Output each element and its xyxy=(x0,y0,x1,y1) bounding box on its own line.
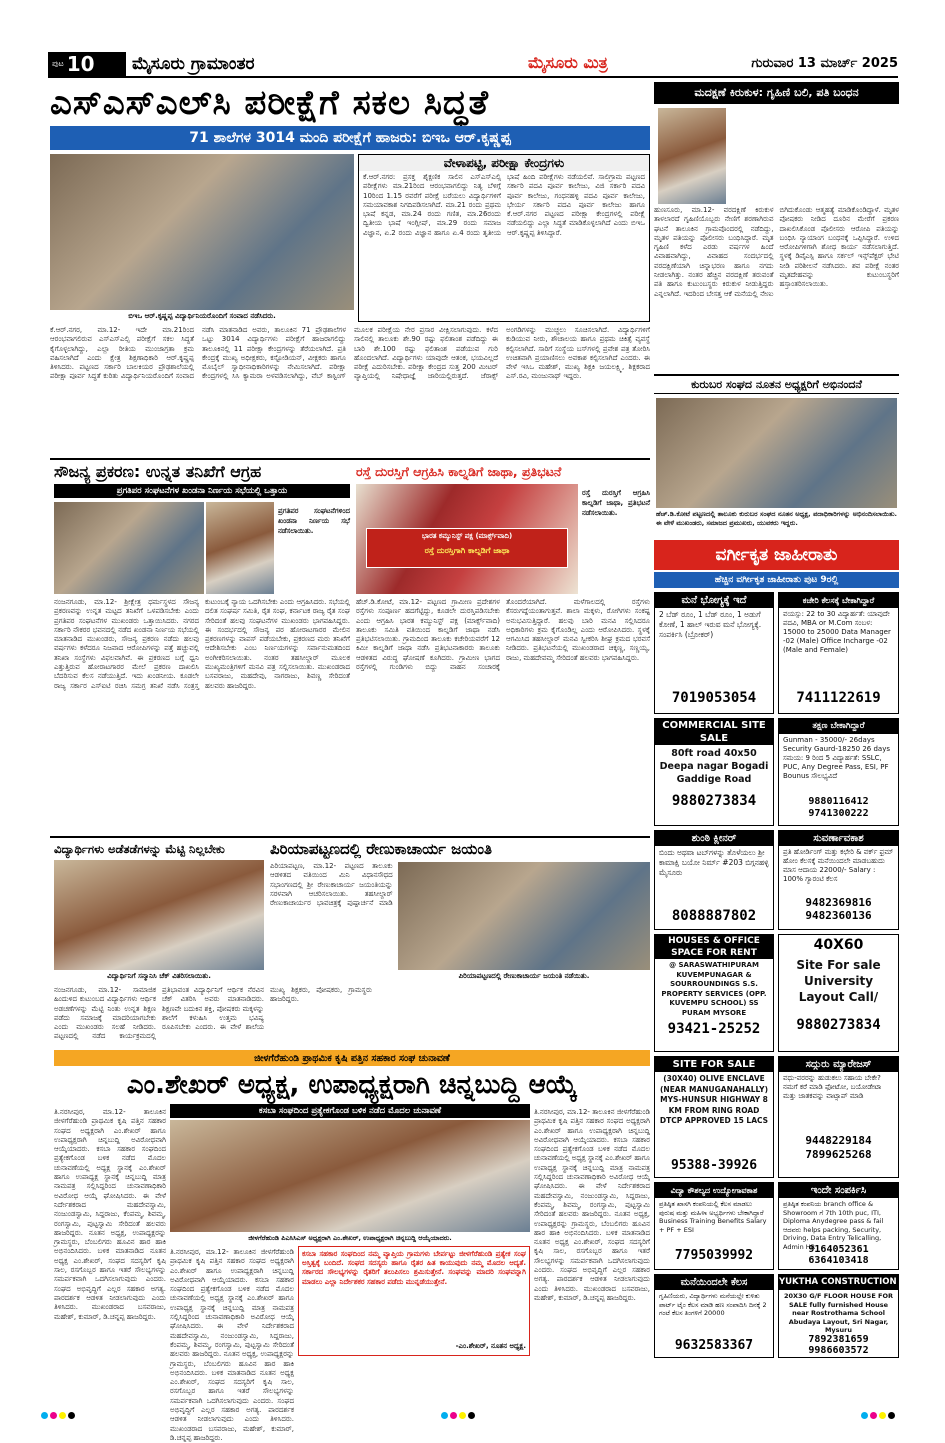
classified-ad-phone: 7892381659 9986603572 xyxy=(808,1334,869,1356)
cooperative-subhead-bar xyxy=(170,1104,530,1118)
cooperative-body-mid: ತಿ.ನರಸೀಪುರ, ಮಾ.12- ತಾಲೂಕಿನ ಜೀಳಗೆರೆಹುಂಡಿ ಪ್ರಾಥಮಿಕ ಕೃಷಿ ಪತ್ತಿನ ಸಹಕಾರ ಸಂಘದ ಅಧ್ಯಕ್ಷರಾಗಿ ಎಂ.ಶೇಖರ್ ಹಾಗೂ ಉಪಾಧ್ಯಕ್ಷರಾಗಿ ಚಿನ್ನಬುದ್ದಿ ಅವಿರೋಧವಾಗಿ ಆಯ್ಕೆಯಾದರು. ಕಸಬಾ ಸಹಕಾರ ಸಂಘದಿಂದ ಪ್ರತ್ಯೇಕಗೊಂಡ ಬಳಿಕ ನಡೆದ ಮೊದಲ ಚುನಾವಣೆಯಲ್ಲಿ ಅಧ್ಯಕ್ಷ ಸ್ಥಾನಕ್ಕೆ ಎಂ.ಶೇಖರ್ ಹಾಗೂ ಉಪಾಧ್ಯಕ್ಷ ಸ್ಥಾನಕ್ಕೆ ಚಿನ್ನಬುದ್ದಿ ಮಾತ್ರ ನಾಮಪತ್ರ ಸಲ್ಲಿಸಿದ್ದರಿಂದ ಚುನಾವಣಾಧಿಕಾರಿ ಅವಿರೋಧ ಆಯ್ಕೆ ಘೋಷಿಸಿದರು. ಈ ವೇಳೆ ನಿರ್ದೇಶಕರಾದ ಮಹದೇವಸ್ವಾಮಿ, ನಂಜುಂಡಸ್ವಾಮಿ, ಸಿದ್ದರಾಜು, ಕೆಂಪಮ್ಮ, ಶಿವಮ್ಮ, ರಂಗಸ್ವಾಮಿ, ಪುಟ್ಟಸ್ವಾಮಿ ಸೇರಿದಂತೆ ಹಲವರು ಹಾಜರಿದ್ದರು. ನೂತನ ಅಧ್ಯಕ್ಷ, ಉಪಾಧ್ಯಕ್ಷರನ್ನು ಗ್ರಾಮಸ್ಥರು, ಬೆಂಬಲಿಗರು ಹೂವಿನ ಹಾರ ಹಾಕಿ ಅಭಿನಂದಿಸಿದರು. ಬಳಿಕ ಮಾತನಾಡಿದ ನೂತನ ಅಧ್ಯಕ್ಷ ಎಂ.ಶೇಖರ್, ಸಂಘದ ಸದಸ್ಯರಿಗೆ ಕೃಷಿ ಸಾಲ, ರಸಗೊಬ್ಬರ ಹಾಗೂ ಇತರೆ ಸೌಲಭ್ಯಗಳನ್ನು ಸಮರ್ಪಕವಾಗಿ ಒದಗಿಸಲಾಗುವುದು ಎಂದರು. ಸಂಘದ ಅಭಿವೃದ್ಧಿಗೆ ಎಲ್ಲರ ಸಹಕಾರ ಅಗತ್ಯ. ಪಾರದರ್ಶಕ ಆಡಳಿತ ನೀಡಲಾಗುವುದು ಎಂದು ತಿಳಿಸಿದರು. ಮುಖಂಡರಾದ ಬಸವರಾಜು, ಮಹೇಶ್, ಕುಮಾರ್, ಡಿ.ಚನ್ನಪ್ಪ ಹಾಜರಿದ್ದರು. xyxy=(170,1248,294,1442)
classified-ad xyxy=(778,1274,927,1358)
soujanya-headline: ಸೌಜನ್ಯ ಪ್ರಕರಣ: ಉನ್ನತ ತನಿಖೆಗೆ ಆಗ್ರಹ xyxy=(54,462,262,481)
classified-ad-phone: 93421-25252 xyxy=(667,1021,761,1037)
classified-ad-head: ಕಚೇರಿ ಕೆಲಸಕ್ಕೆ ಬೇಕಾಗಿದ್ದಾರೆ xyxy=(779,593,898,608)
schedule-box-title: ವೇಳಾಪಟ್ಟಿ, ಪರೀಕ್ಷಾ ಕೇಂದ್ರಗಳು xyxy=(359,155,649,171)
classified-ad-phone: 7795039992 xyxy=(674,1248,754,1263)
classified-ad-body: ಪ್ರತಿಷ್ಠಿತ ಕಂಪನಿಯ branch office & Showroom ಗೆ 7th 10th puc, ITI, Diploma Anydegree pass & fail ಆದವರು helps packing, Security, Driving, Data Entry Telicalling, Admin HR xyxy=(783,1200,884,1251)
soujanya-subhead: ಪ್ರಗತಿಪರ ಸಂಘಟನೆಗಳ ಖಂಡನಾ ನಿರ್ಣಯ ಸಭೆಯಲ್ಲಿ ಒತ್ತಾಯ xyxy=(116,486,288,496)
masthead xyxy=(48,50,898,78)
renuka-caption: ಪಿರಿಯಾಪಟ್ಟಣದಲ್ಲಿ ರೇಣುಕಾಚಾರ್ಯ ಜಯಂತಿ ನಡೆಯಿತು. xyxy=(398,970,650,982)
classified-ad xyxy=(654,1056,774,1178)
protest-banner xyxy=(366,528,568,568)
schedule-box-text: ಕೆ.ಆರ್.ನಗರ: ಪ್ರಸಕ್ತ ಶೈಕ್ಷಣಿಕ ಸಾಲಿನ ಎಸ್ಎಸ್ಎಲ್ಸಿ ಪರೀಕ್ಷೆಗಳು ಮಾ.21ರಿಂದ ಆರಂಭವಾಗಲಿದ್ದು ನಿತ್ಯ ಬೆಳಿಗ್ಗೆ 10ರಿಂದ 1.15 ರವರೆಗೆ ಪರೀಕ್ಷೆ ಬರೆಯಲು ವಿದ್ಯಾರ್ಥಿಗಳಿಗೆ ಸಮಯಾವಕಾಶ ನಿಗದಿಪಡಿಸಲಾಗಿದೆ. ಮಾ.21 ರಂದು ಪ್ರಥಮ ಭಾಷೆ ಕನ್ನಡ, ಮಾ.24 ರಂದು ಗಣಿತ, ಮಾ.26ರಂದು ದ್ವಿತೀಯ ಭಾಷೆ ಇಂಗ್ಲೀಷ್, ಮಾ.29 ರಂದು ಸಮಾಜ ವಿಜ್ಞಾನ, ಏ.2 ರಂದು ವಿಜ್ಞಾನ ಹಾಗೂ ಏ.4 ರಂದು ತೃತೀಯ ಭಾಷೆ ಹಿಂದಿ ಪರೀಕ್ಷೆಗಳು ನಡೆಯಲಿವೆ. ಸಾಲಿಗ್ರಾಮ ಪಟ್ಟಣದ ಸರ್ಕಾರಿ ಪದವಿ ಪೂರ್ವ ಕಾಲೇಜು, ವಿಜಿ ಸರ್ಕಾರಿ ಪದವಿ ಪೂರ್ವ ಕಾಲೇಜು, ಗಂಧನಹಳ್ಳಿ ಪದವಿ ಪೂರ್ವ ಕಾಲೇಜು, ಭೇರ್ಯ ಸರ್ಕಾರಿ ಪದವಿ ಪೂರ್ವ ಕಾಲೇಜು ಹಾಗೂ ಕೆ.ಆರ್.ನಗರ ಪಟ್ಟಣದ ಪರೀಕ್ಷಾ ಕೇಂದ್ರಗಳಲ್ಲಿ ಪರೀಕ್ಷೆ ನಡೆಯಲಿದ್ದು ಎಲ್ಲಾ ಸಿದ್ಧತೆ ಮಾಡಿಕೊಳ್ಳಲಾಗಿದೆ ಎಂದು ಬಿಇಒ ಆರ್.ಕೃಷ್ಣಪ್ಪ ತಿಳಿಸಿದ್ದಾರೆ. xyxy=(363,173,645,237)
lead-subhead: 71 ಶಾಲೆಗಳ 3014 ಮಂದಿ ಪರೀಕ್ಷೆಗೆ ಹಾಜರು: ಬಿಇಒ ಆರ್.ಕೃಷ್ಣಪ್ಪ xyxy=(189,130,511,146)
protest-banner-text: ಭಾರತ ಕಮ್ಯುನಿಸ್ಟ್ ಪಕ್ಷ (ಮಾರ್ಕ್ಸ್‌ವಾದಿ) xyxy=(421,532,513,540)
classified-ad-phone: 9448229184 7899625268 xyxy=(805,1134,872,1161)
road-photo xyxy=(356,484,578,594)
cooperative-body-left: ತಿ.ನರಸೀಪುರ, ಮಾ.12- ತಾಲೂಕಿನ ಜೀಳಗೆರೆಹುಂಡಿ ಪ್ರಾಥಮಿಕ ಕೃಷಿ ಪತ್ತಿನ ಸಹಕಾರ ಸಂಘದ ಅಧ್ಯಕ್ಷರಾಗಿ ಎಂ.ಶೇಖರ್ ಹಾಗೂ ಉಪಾಧ್ಯಕ್ಷರಾಗಿ ಚಿನ್ನಬುದ್ದಿ ಅವಿರೋಧವಾಗಿ ಆಯ್ಕೆಯಾದರು. ಕಸಬಾ ಸಹಕಾರ ಸಂಘದಿಂದ ಪ್ರತ್ಯೇಕಗೊಂಡ ಬಳಿಕ ನಡೆದ ಮೊದಲ ಚುನಾವಣೆಯಲ್ಲಿ ಅಧ್ಯಕ್ಷ ಸ್ಥಾನಕ್ಕೆ ಎಂ.ಶೇಖರ್ ಹಾಗೂ ಉಪಾಧ್ಯಕ್ಷ ಸ್ಥಾನಕ್ಕೆ ಚಿನ್ನಬುದ್ದಿ ಮಾತ್ರ ನಾಮಪತ್ರ ಸಲ್ಲಿಸಿದ್ದರಿಂದ ಚುನಾವಣಾಧಿಕಾರಿ ಅವಿರೋಧ ಆಯ್ಕೆ ಘೋಷಿಸಿದರು. ಈ ವೇಳೆ ನಿರ್ದೇಶಕರಾದ ಮಹದೇವಸ್ವಾಮಿ, ನಂಜುಂಡಸ್ವಾಮಿ, ಸಿದ್ದರಾಜು, ಕೆಂಪಮ್ಮ, ಶಿವಮ್ಮ, ರಂಗಸ್ವಾಮಿ, ಪುಟ್ಟಸ್ವಾಮಿ ಸೇರಿದಂತೆ ಹಲವರು ಹಾಜರಿದ್ದರು. ನೂತನ ಅಧ್ಯಕ್ಷ, ಉಪಾಧ್ಯಕ್ಷರನ್ನು ಗ್ರಾಮಸ್ಥರು, ಬೆಂಬಲಿಗರು ಹೂವಿನ ಹಾರ ಹಾಕಿ ಅಭಿನಂದಿಸಿದರು. ಬಳಿಕ ಮಾತನಾಡಿದ ನೂತನ ಅಧ್ಯಕ್ಷ ಎಂ.ಶೇಖರ್, ಸಂಘದ ಸದಸ್ಯರಿಗೆ ಕೃಷಿ ಸಾಲ, ರಸಗೊಬ್ಬರ ಹಾಗೂ ಇತರೆ ಸೌಲಭ್ಯಗಳನ್ನು ಸಮರ್ಪಕವಾಗಿ ಒದಗಿಸಲಾಗುವುದು ಎಂದರು. ಸಂಘದ ಅಭಿವೃದ್ಧಿಗೆ ಎಲ್ಲರ ಸಹಕಾರ ಅಗತ್ಯ. ಪಾರದರ್ಶಕ ಆಡಳಿತ ನೀಡಲಾಗುವುದು ಎಂದು ತಿಳಿಸಿದರು. ಮುಖಂಡರಾದ ಬಸವರಾಜು, ಮಹೇಶ್, ಕುಮಾರ್, ಡಿ.ಚನ್ನಪ್ಪ ಹಾಜರಿದ್ದರು. xyxy=(54,1108,166,1321)
classified-ad-body: @ SARASWATHIPURAM KUVEMPUNAGAR & SOURROUNDINGS S.S. PROPERTY SERVICES (OPP. KUVEMPU SCHOOL) SS PURAM MYSORE xyxy=(661,961,767,1017)
lead-photo xyxy=(50,154,354,310)
classified-ad-head: ವಿದ್ಯಾ ಕೌಶಲ್ಯದ ಉದ್ಯೋಗಾವಕಾಶ xyxy=(655,1183,773,1198)
road-photo-caption: ರಸ್ತೆ ದುರಸ್ತಿಗೆ ಆಗ್ರಹಿಸಿ ಕಾಲ್ನಡಿಗೆ ಜಾಥಾ, ಪ್ರತಿಭಟನೆ ನಡೆಸಲಾಯಿತು. xyxy=(582,489,650,517)
classifieds-subtitle-bar xyxy=(654,572,899,588)
classified-ad-body: 80ft road 40x50 Deepa nagar Bogadi Gaddige Road xyxy=(659,748,769,785)
lead-photo-caption: ಬಿಇಒ ಆರ್.ಕೃಷ್ಣಪ್ಪ ವಿದ್ಯಾರ್ಥಿನಿಯರೊಂದಿಗೆ ಸಂವಾದ ನಡೆಸಿದರು. xyxy=(50,310,354,322)
classified-ad-head: ಮನೆ ಭೋಗ್ಯಕ್ಕೆ ಇದೆ xyxy=(655,593,773,608)
cooperative-subhead: ಕಸಬಾ ಸಂಘದಿಂದ ಪ್ರತ್ಯೇಕಗೊಂಡ ಬಳಿಕ ನಡೆದ ಮೊದಲ ಚುನಾವಣೆ xyxy=(258,1106,442,1116)
issue-date: ಗುರುವಾರ 13 ಮಾರ್ಚ್ 2025 xyxy=(751,56,898,71)
cooperative-quote: ಕಸಬಾ ಸಹಕಾರ ಸಂಘದಿಂದ ನಮ್ಮ ವ್ಯಾಪ್ತಿಯ ಗ್ರಾಮಗಳು ಬೇರ್ಪಟ್ಟು ಜೀಳಗೆರೆಹುಂಡಿ ಪ್ರತ್ಯೇಕ ಸಂಘ ಅಸ್ತಿತ್ವಕ್ಕೆ ಬಂದಿದೆ. ಸಂಘದ ಸದಸ್ಯರು ಹಾಗೂ ರೈತರ ಹಿತ ಕಾಯುವುದು ನಮ್ಮ ಮೊದಲ ಆದ್ಯತೆ. ಸರ್ಕಾರದ ಸೌಲಭ್ಯಗಳನ್ನು ರೈತರಿಗೆ ತಲುಪಿಸಲು ಶ್ರಮಿಸುತ್ತೇನೆ. ಸಂಘವನ್ನು ಮಾದರಿ ಸಂಘವನ್ನಾಗಿ ಮಾಡಲು ಎಲ್ಲಾ ನಿರ್ದೇಶಕರ ಸಹಕಾರ ಪಡೆದು ಮುನ್ನಡೆಯುತ್ತೇನೆ. xyxy=(302,1250,526,1286)
soujanya-photo-caption: ಪ್ರಗತಿಪರ ಸಂಘಟನೆಗಳಿಂದ ಖಂಡನಾ ನಿರ್ಣಯ ಸಭೆ ನಡೆಸಲಾಯಿತು. xyxy=(278,507,350,535)
divider-line xyxy=(50,458,650,460)
students-body: ನಂಜನಗೂಡು, ಮಾ.12- ಸಾಮಾಜಿಕ ಹಿಂದುಳಿದ ಕುಟುಂಬದ ವಿದ್ಯಾರ್ಥಿಗಳು ಆರ್ಥಿಕ ಅಡಚಣೆಗಳನ್ನು ಮೆಟ್ಟಿ ನಿಂತು ಉನ್ನತ ಶಿಕ್ಷಣ ಪಡೆದು ಸಮಾಜಕ್ಕೆ ಮಾದರಿಯಾಗಬೇಕು ಎಂದು ಮುಖಂಡರು ಸಲಹೆ ನೀಡಿದರು. ಪಟ್ಟಣದಲ್ಲಿ ನಡೆದ ಕಾರ್ಯಕ್ರಮದಲ್ಲಿ ಪ್ರತಿಭಾವಂತ ವಿದ್ಯಾರ್ಥಿನಿಗೆ ಆರ್ಥಿಕ ನೆರವಿನ ಚೆಕ್ ವಿತರಿಸಿ ಅವರು ಮಾತನಾಡಿದರು. ಶಿಕ್ಷಣವೇ ಬದುಕಿನ ಶಕ್ತಿ, ಪೋಷಕರು ಮಕ್ಕಳನ್ನು ಶಾಲೆಗೆ ಕಳುಹಿಸಿ ಉತ್ತಮ ಭವಿಷ್ಯ ರೂಪಿಸಬೇಕು ಎಂದರು. ಈ ವೇಳೆ ಶಾಲೆಯ ಮುಖ್ಯ ಶಿಕ್ಷಕರು, ಪೋಷಕರು, ಗ್ರಾಮಸ್ಥರು ಹಾಜರಿದ್ದರು. xyxy=(54,986,372,1041)
lead-body: ಕೆ.ಆರ್.ನಗರ, ಮಾ.12- ಇದೇ ಮಾ.21ರಿಂದ ಆರಂಭವಾಗಲಿರುವ ಎಸ್ಎಸ್ಎಲ್ಸಿ ಪರೀಕ್ಷೆಗೆ ಸಕಲ ಸಿದ್ಧತೆ ಕೈಗೊಳ್ಳಲಾಗಿದ್ದು, ಎಲ್ಲಾ ರೀತಿಯ ಮುಂಜಾಗ್ರತಾ ಕ್ರಮ ವಹಿಸಲಾಗಿದೆ ಎಂದು ಕ್ಷೇತ್ರ ಶಿಕ್ಷಣಾಧಿಕಾರಿ ಆರ್.ಕೃಷ್ಣಪ್ಪ ತಿಳಿಸಿದರು. ಪಟ್ಟಣದ ಸರ್ಕಾರಿ ಬಾಲಕಿಯರ ಪ್ರೌಢಶಾಲೆಯಲ್ಲಿ ಪರೀಕ್ಷಾ ಪೂರ್ವ ಸಿದ್ಧತೆ ಕುರಿತು ವಿದ್ಯಾರ್ಥಿನಿಯರೊಂದಿಗೆ ಸಂವಾದ ನಡೆಸಿ ಮಾತನಾಡಿದ ಅವರು, ತಾಲೂಕಿನ 71 ಪ್ರೌಢಶಾಲೆಗಳ ಒಟ್ಟು 3014 ವಿದ್ಯಾರ್ಥಿಗಳು ಪರೀಕ್ಷೆಗೆ ಹಾಜರಾಗಲಿದ್ದು ತಾಲೂಕಿನಲ್ಲಿ 11 ಪರೀಕ್ಷಾ ಕೇಂದ್ರಗಳನ್ನು ತೆರೆಯಲಾಗಿದೆ. ಪ್ರತಿ ಕೇಂದ್ರಕ್ಕೆ ಮುಖ್ಯ ಅಧೀಕ್ಷಕರು, ಕಸ್ಟೋಡಿಯನ್, ವೀಕ್ಷಕರು ಹಾಗೂ ಮೊಬೈಲ್ ಸ್ವಾಧೀನಾಧಿಕಾರಿಗಳನ್ನು ನೇಮಿಸಲಾಗಿದೆ. ಪರೀಕ್ಷಾ ಕೇಂದ್ರಗಳಲ್ಲಿ ಸಿಸಿ ಕ್ಯಾಮರಾ ಅಳವಡಿಸಲಾಗಿದ್ದು, ವೆಬ್ ಕಾಸ್ಟಿಂಗ್ ಮೂಲಕ ಪರೀಕ್ಷೆಯ ನೇರ ಪ್ರಸಾರ ವೀಕ್ಷಿಸಲಾಗುವುದು. ಕಳೆದ ಸಾಲಿನಲ್ಲಿ ತಾಲೂಕು ಶೇ.90 ರಷ್ಟು ಫಲಿತಾಂಶ ಪಡೆದಿದ್ದು ಈ ಬಾರಿ ಶೇ.100 ರಷ್ಟು ಫಲಿತಾಂಶ ಪಡೆಯುವ ಗುರಿ ಹೊಂದಲಾಗಿದೆ. ವಿದ್ಯಾರ್ಥಿಗಳು ಯಾವುದೇ ಆತಂಕ, ಭಯವಿಲ್ಲದೆ ಪರೀಕ್ಷೆ ಎದುರಿಸಬೇಕು. ಪರೀಕ್ಷಾ ಕೇಂದ್ರದ ಸುತ್ತ 200 ಮೀಟರ್ ವ್ಯಾಪ್ತಿಯಲ್ಲಿ ನಿಷೇಧಾಜ್ಞೆ ಜಾರಿಯಲ್ಲಿರುತ್ತದೆ. ಜೆರಾಕ್ಸ್ ಅಂಗಡಿಗಳನ್ನು ಮುಚ್ಚಲು ಸೂಚಿಸಲಾಗಿದೆ. ವಿದ್ಯಾರ್ಥಿಗಳಿಗೆ ಕುಡಿಯುವ ನೀರು, ಶೌಚಾಲಯ ಹಾಗೂ ಪ್ರಥಮ ಚಿಕಿತ್ಸೆ ವ್ಯವಸ್ಥೆ ಕಲ್ಪಿಸಲಾಗಿದೆ. ಸಾರಿಗೆ ಸಂಸ್ಥೆಯ ಬಸ್‌ಗಳಲ್ಲಿ ಪ್ರವೇಶ ಪತ್ರ ತೋರಿಸಿ ಉಚಿತವಾಗಿ ಪ್ರಯಾಣಿಸಲು ಅವಕಾಶ ಕಲ್ಪಿಸಲಾಗಿದೆ ಎಂದರು. ಈ ವೇಳೆ ಇಸಿಒ ಮಹೇಶ್, ಮುಖ್ಯ ಶಿಕ್ಷಕಿ ಜಯಲಕ್ಷ್ಮಿ, ಶಿಕ್ಷಕರಾದ ಎಸ್.ರವಿ, ಮಂಜುನಾಥ್ ಇದ್ದರು. xyxy=(50,326,650,381)
lead-headline: ಎಸ್‌ಎಸ್‌ಎಲ್‌ಸಿ ಪರೀಕ್ಷೆಗೆ ಸಕಲ ಸಿದ್ಧತೆ xyxy=(50,83,489,123)
classified-ad-body: 20X30 G/F FLOOR HOUSE FOR SALE fully furnished House near Rostrothama School Abudaya Layout, Sri Nagar, Mysuru xyxy=(783,1292,894,1334)
kuruba-story-caption: ಹೆಚ್.ಡಿ.ಕೋಟೆ ಪಟ್ಟಣದಲ್ಲಿ ತಾಲೂಕು ಕುರುಬರ ಸಂಘದ ನೂತನ ಅಧ್ಯಕ್ಷ, ಪದಾಧಿಕಾರಿಗಳನ್ನು ಅಭಿನಂದಿಸಲಾಯಿತು. ಈ ವೇಳೆ ಮುಖಂಡರು, ಸಮಾಜದ ಪ್ರಮುಖರು, ಯುವಕರು ಇದ್ದರು. xyxy=(656,510,897,527)
classified-ad-phone: 95388-39926 xyxy=(670,1158,758,1173)
students-photo xyxy=(54,860,264,970)
kuruba-story-header xyxy=(654,374,899,394)
classified-ad-phone: 9880116412 9741300222 xyxy=(808,796,869,819)
classified-ad xyxy=(654,1274,774,1358)
classified-ad xyxy=(654,718,774,826)
page-label: ಪುಟ xyxy=(52,59,64,68)
cooperative-photo xyxy=(170,1120,530,1232)
schedule-box xyxy=(358,154,650,322)
classified-ad-body: ಗೃಹಿಣಿಯರು, ವಿದ್ಯಾರ್ಥಿಗಳು ಮನೆಯಲ್ಲೇ ಕುಳಿತು ಪಾರ್ಟ್ ಟೈಂ ಕೆಲಸ ಮಾಡಿ ಹಣ ಸಂಪಾದಿಸಿ ದಿನಕ್ಕೆ 2 ಗಂಟೆ ಕೆಲಸ ತಿಂಗಳಿಗೆ 20000 xyxy=(659,1292,767,1317)
classified-ad-body: ಪ್ರತಿಷ್ಠಿತ ಖಾಸಗಿ ಕಂಪನಿಯಲ್ಲಿ ಕೆಲಸ ಮಾಡಲು ಪುರುಷ ಮತ್ತು ಮಹಿಳಾ ಅಭ್ಯರ್ಥಿಗಳು ಬೇಕಾಗಿದ್ದಾರೆ Business Training Benefits Salary + PF + ESI xyxy=(659,1200,767,1234)
cooperative-quote-by: -ಎಂ.ಶೇಖರ್, ನೂತನ ಅಧ್ಯಕ್ಷ. xyxy=(455,1342,526,1350)
soujanya-subhead-bar xyxy=(54,484,350,498)
soujanya-body: ನಂಜನಗೂಡು, ಮಾ.12- ಶ್ರೀಕ್ಷೇತ್ರ ಧರ್ಮಸ್ಥಳದ ಸೌಜನ್ಯ ಪ್ರಕರಣವನ್ನು ಉನ್ನತ ಮಟ್ಟದ ತನಿಖೆಗೆ ಒಳಪಡಿಸಬೇಕು ಎಂದು ಪ್ರಗತಿಪರ ಸಂಘಟನೆಗಳ ಮುಖಂಡರು ಒತ್ತಾಯಿಸಿದರು. ನಗರದ ಸರ್ಕಾರಿ ನೌಕರರ ಭವನದಲ್ಲಿ ನಡೆದ ಖಂಡನಾ ನಿರ್ಣಯ ಸಭೆಯಲ್ಲಿ ಮಾತನಾಡಿದ ಮುಖಂಡರು, ಸೌಜನ್ಯ ಪ್ರಕರಣ ನಡೆದು ಹಲವು ವರ್ಷಗಳು ಕಳೆದರೂ ನಿಜವಾದ ಆರೋಪಿಗಳನ್ನು ಪತ್ತೆ ಹಚ್ಚುವಲ್ಲಿ ತನಿಖಾ ಸಂಸ್ಥೆಗಳು ವಿಫಲವಾಗಿವೆ. ಈ ಪ್ರಕರಣದ ಬಗ್ಗೆ ಧ್ವನಿ ಎತ್ತುತ್ತಿರುವ ಹೋರಾಟಗಾರರ ಮೇಲೆ ಪ್ರಕರಣ ದಾಖಲಿಸಿ ಬೆದರಿಸುವ ಕೆಲಸ ನಡೆಯುತ್ತಿದೆ. ಇದು ಖಂಡನೀಯ. ಕೂಡಲೇ ರಾಜ್ಯ ಸರ್ಕಾರ ಎಸ್ಐಟಿ ರಚಿಸಿ ಸಮಗ್ರ ತನಿಖೆ ನಡೆಸಿ ಸಂತ್ರಸ್ತ ಕುಟುಂಬಕ್ಕೆ ನ್ಯಾಯ ಒದಗಿಸಬೇಕು ಎಂದು ಆಗ್ರಹಿಸಿದರು. ಸಭೆಯಲ್ಲಿ ದಲಿತ ಸಂಘರ್ಷ ಸಮಿತಿ, ರೈತ ಸಂಘ, ಕರ್ನಾಟಕ ರಾಜ್ಯ ರೈತ ಸಂಘ ಸೇರಿದಂತೆ ಹಲವು ಸಂಘಟನೆಗಳ ಮುಖಂಡರು ಭಾಗವಹಿಸಿದ್ದರು. ಈ ಸಂದರ್ಭದಲ್ಲಿ ಸೌಜನ್ಯ ಪರ ಹೋರಾಟಗಾರರ ಮೇಲಿನ ಪ್ರಕರಣಗಳನ್ನು ವಾಪಸ್ ಪಡೆಯಬೇಕು, ಪ್ರಕರಣದ ಮರು ತನಿಖೆಗೆ ಆದೇಶಿಸಬೇಕು ಎಂಬ ನಿರ್ಣಯಗಳನ್ನು ಸರ್ವಾನುಮತದಿಂದ ಅಂಗೀಕರಿಸಲಾಯಿತು. ನಂತರ ತಹಸೀಲ್ದಾರ್ ಮೂಲಕ ಮುಖ್ಯಮಂತ್ರಿಗಳಿಗೆ ಮನವಿ ಪತ್ರ ಸಲ್ಲಿಸಲಾಯಿತು. ಮುಖಂಡರಾದ ಬಸವರಾಜು, ಮಹದೇವು, ನಾಗರಾಜು, ಶಿವಣ್ಣ ಸೇರಿದಂತೆ ಹಲವರು ಹಾಜರಿದ್ದರು. xyxy=(54,598,350,690)
dowry-story-headline: ಮದಕ್ಷಣೆ ಕಿರುಕುಳ: ಗೃಹಿಣಿ ಬಲಿ, ಪತಿ ಬಂಧನ xyxy=(694,86,859,99)
cooperative-kicker-bar xyxy=(54,1050,650,1066)
classified-ad-body: Gunman - 35000/- 26days Security Gaurd-18250 26 days ಸಮಯ: 9 ರಿಂದ 5 ವಿದ್ಯಾರ್ಹತೆ: SSLC, PUC, Any Degree Pass, ESI, PF Bounus ಸೌಲಭ್ಯವಿದೆ xyxy=(783,736,890,780)
dowry-story-body: ಹುಣಸೂರು, ಮಾ.12- ವರದಕ್ಷಿಣೆ ಕಿರುಕುಳ ತಾಳಲಾರದೆ ಗೃಹಿಣಿಯೊಬ್ಬರು ನೇಣಿಗೆ ಶರಣಾಗಿರುವ ಘಟನೆ ತಾಲೂಕಿನ ಗ್ರಾಮವೊಂದರಲ್ಲಿ ನಡೆದಿದ್ದು, ಮೃತಳ ಪತಿಯನ್ನು ಪೊಲೀಸರು ಬಂಧಿಸಿದ್ದಾರೆ. ಮೃತ ಗೃಹಿಣಿ ಕಳೆದ ಎರಡು ವರ್ಷಗಳ ಹಿಂದೆ ವಿವಾಹವಾಗಿದ್ದು, ವಿವಾಹದ ಸಂದರ್ಭದಲ್ಲಿ ವರದಕ್ಷಿಣೆಯಾಗಿ ಚಿನ್ನಾಭರಣ ಹಾಗೂ ನಗದು ನೀಡಲಾಗಿತ್ತು. ನಂತರ ಹೆಚ್ಚಿನ ವರದಕ್ಷಿಣೆ ತರುವಂತೆ ಪತಿ ಹಾಗೂ ಕುಟುಂಬಸ್ಥರು ಕಿರುಕುಳ ನೀಡುತ್ತಿದ್ದರು ಎನ್ನಲಾಗಿದೆ. ಇದರಿಂದ ಬೇಸತ್ತ ಆಕೆ ಮನೆಯಲ್ಲಿ ನೇಣು ಬಿಗಿದುಕೊಂಡು ಆತ್ಮಹತ್ಯೆ ಮಾಡಿಕೊಂಡಿದ್ದಾಳೆ. ಮೃತಳ ಪೋಷಕರು ನೀಡಿದ ದೂರಿನ ಮೇರೆಗೆ ಪ್ರಕರಣ ದಾಖಲಿಸಿಕೊಂಡ ಪೊಲೀಸರು ಆರೋಪಿ ಪತಿಯನ್ನು ಬಂಧಿಸಿ ನ್ಯಾಯಾಂಗ ಬಂಧನಕ್ಕೆ ಒಪ್ಪಿಸಿದ್ದಾರೆ. ಉಳಿದ ಆರೋಪಿಗಳಿಗಾಗಿ ಶೋಧ ಕಾರ್ಯ ನಡೆಸಲಾಗುತ್ತಿದೆ. ಸ್ಥಳಕ್ಕೆ ಡಿವೈಎಸ್ಪಿ ಹಾಗೂ ಸರ್ಕಲ್ ಇನ್ಸ್‌ಪೆಕ್ಟರ್ ಭೇಟಿ ನೀಡಿ ಪರಿಶೀಲನೆ ನಡೆಸಿದರು. ಶವ ಪರೀಕ್ಷೆ ನಂತರ ಮೃತದೇಹವನ್ನು ಕುಟುಂಬಸ್ಥರಿಗೆ ಹಸ್ತಾಂತರಿಸಲಾಯಿತು. xyxy=(654,206,899,298)
divider-line xyxy=(50,836,650,838)
classified-ad xyxy=(778,1056,899,1178)
classified-ad-body: 2 ಬೆಡ್ ರೂಂ, 1 ಬೆಡ್ ರೂಂ, 1 ಅಡುಗೆ ಕೋಣೆ, 1 ಹಾಲ್ ಇರುವ ಮನೆ ಭೋಗ್ಯಕ್ಕೆ. ಸಂಪರ್ಕಿಸಿ (ಬ್ರೋಕರ್) xyxy=(659,610,762,639)
classified-ad xyxy=(654,1182,774,1270)
students-headline: ವಿದ್ಯಾರ್ಥಿಗಳು ಅಡೆತಡೆಗಳನ್ನು ಮೆಟ್ಟಿ ನಿಲ್ಲಬೇಕು xyxy=(54,842,225,856)
classified-ad-head: YUKTHA CONSTRUCTION 72 LK xyxy=(779,1275,898,1290)
classified-ad-body: ವಯಸ್ಸು: 22 to 30 ವಿದ್ಯಾರ್ಹತೆ: ಯಾವುದೇ ಪದವಿ, MBA or M.Com ಸಂಬಳ: 15000 to 25000 Data Manager -02 (Male) Office Incharge -02 (Male and Female) xyxy=(783,610,891,654)
classified-ad-head: SITE FOR SALE xyxy=(655,1057,773,1072)
kuruba-story-headline: ಕುರುಬರ ಸಂಘದ ನೂತನ ಅಧ್ಯಕ್ಷರಿಗೆ ಅಭಿನಂದನೆ xyxy=(691,377,862,391)
classified-ad-head: ಸುವರ್ಣಾವಕಾಶ xyxy=(779,831,898,846)
classified-ad-body: ಬಿಂದು ಅಥವಾ ಟಬ್‌ಗಳನ್ನು ತೊಳೆಯಲು ಶ್ರೀ ಕಾಮಾಕ್ಷಿ ಬಯೋ ನಿರ್ಮ್ #203 ಬಿಗ್ಗನಹಳ್ಳಿ ಮೈಸೂರು xyxy=(659,848,769,877)
registration-marks-right xyxy=(860,1404,896,1423)
classified-ad-head: HOUSES & OFFICE SPACE FOR RENT xyxy=(655,935,773,959)
classified-ad-phone: 9164052361 6364103418 xyxy=(808,1244,869,1266)
road-headline: ರಸ್ತೆ ದುರಸ್ತಿಗೆ ಆಗ್ರಹಿಸಿ ಕಾಲ್ನಡಿಗೆ ಜಾಥಾ, ಪ್ರತಿಭಟನೆ xyxy=(356,464,562,479)
page-number: 10 xyxy=(66,52,95,76)
classified-ad-head: ತಕ್ಷಣ ಬೇಕಾಗಿದ್ದಾರೆ xyxy=(779,719,898,734)
classifieds-subtitle: ಹೆಚ್ಚಿನ ವರ್ಗೀಕೃತ ಜಾಹೀರಾತು ಪುಟ 9ರಲ್ಲಿ xyxy=(714,575,839,585)
classified-ad-phone: 9880273834 xyxy=(671,793,757,809)
soujanya-photo-right xyxy=(206,502,274,594)
classified-ad-head: 40X60 xyxy=(779,935,898,955)
classified-ad-head: ಮನೆಯಿಂದಲೇ ಕೆಲಸ xyxy=(655,1275,773,1290)
classified-ad-body: ಪ್ರತಿ ಹೋರ್ಡಿಂಗ್ ಮತ್ತು ಕಛೇರಿ & ವರ್ಕ್ ಫ್ರಮ್ ಹೋಂ ಕೆಲಸಕ್ಕೆ ಮನೆಯಿಂದಲೇ ಮಾಡಬಹುದು ಮಾಸ ಆದಾಯ 22000/- Salary : 100% ಗ್ಯಾರಂಟಿ ಕೆಲಸ xyxy=(783,848,894,883)
classified-ad-phone: 9482369816 9482360136 xyxy=(805,896,872,922)
classified-ad-phone: 8088887802 xyxy=(671,908,757,924)
classified-ad-head: COMMERCIAL SITE SALE xyxy=(655,719,773,745)
classified-ad xyxy=(778,934,899,1052)
cooperative-kicker: ಜೀಳಗೆರೆಹುಂಡಿ ಪ್ರಾಥಮಿಕ ಕೃಷಿ ಪತ್ತಿನ ಸಹಕಾರ ಸಂಘ ಚುನಾವಣೆ xyxy=(254,1052,450,1064)
classified-ad-head: ಶುಂಠಿ ಕ್ಲೀನರ್ xyxy=(655,831,773,846)
dowry-story-header xyxy=(654,82,899,104)
classified-ad-body: (30X40) OLIVE ENCLAVE (NEAR MANUGANAHALLY) MYS-HUNSUR HIGHWAY 8 KM FROM RING ROAD DTCP APPROVED 15 LACS xyxy=(659,1074,769,1125)
classifieds-header xyxy=(654,540,899,570)
classified-ad xyxy=(654,830,774,930)
students-caption: ವಿದ್ಯಾರ್ಥಿನಿಗೆ ಸನ್ಮಾನಿಸಿ ಚೆಕ್ ವಿತರಿಸಲಾಯಿತು. xyxy=(54,970,264,982)
paper-name: ಮೈಸೂರು ಮಿತ್ರ xyxy=(528,53,608,72)
classified-ad-head: ಸದ್ಗುರು ಮ್ಯಾರೇಜಸ್ xyxy=(779,1057,898,1072)
lead-subhead-bar xyxy=(50,126,650,150)
classifieds-title: ವರ್ಗೀಕೃತ ಜಾಹೀರಾತು xyxy=(715,545,838,565)
classified-ad xyxy=(654,592,774,714)
cooperative-quote-box xyxy=(298,1246,530,1356)
cooperative-body-right: ತಿ.ನರಸೀಪುರ, ಮಾ.12- ತಾಲೂಕಿನ ಜೀಳಗೆರೆಹುಂಡಿ ಪ್ರಾಥಮಿಕ ಕೃಷಿ ಪತ್ತಿನ ಸಹಕಾರ ಸಂಘದ ಅಧ್ಯಕ್ಷರಾಗಿ ಎಂ.ಶೇಖರ್ ಹಾಗೂ ಉಪಾಧ್ಯಕ್ಷರಾಗಿ ಚಿನ್ನಬುದ್ದಿ ಅವಿರೋಧವಾಗಿ ಆಯ್ಕೆಯಾದರು. ಕಸಬಾ ಸಹಕಾರ ಸಂಘದಿಂದ ಪ್ರತ್ಯೇಕಗೊಂಡ ಬಳಿಕ ನಡೆದ ಮೊದಲ ಚುನಾವಣೆಯಲ್ಲಿ ಅಧ್ಯಕ್ಷ ಸ್ಥಾನಕ್ಕೆ ಎಂ.ಶೇಖರ್ ಹಾಗೂ ಉಪಾಧ್ಯಕ್ಷ ಸ್ಥಾನಕ್ಕೆ ಚಿನ್ನಬುದ್ದಿ ಮಾತ್ರ ನಾಮಪತ್ರ ಸಲ್ಲಿಸಿದ್ದರಿಂದ ಚುನಾವಣಾಧಿಕಾರಿ ಅವಿರೋಧ ಆಯ್ಕೆ ಘೋಷಿಸಿದರು. ಈ ವೇಳೆ ನಿರ್ದೇಶಕರಾದ ಮಹದೇವಸ್ವಾಮಿ, ನಂಜುಂಡಸ್ವಾಮಿ, ಸಿದ್ದರಾಜು, ಕೆಂಪಮ್ಮ, ಶಿವಮ್ಮ, ರಂಗಸ್ವಾಮಿ, ಪುಟ್ಟಸ್ವಾಮಿ ಸೇರಿದಂತೆ ಹಲವರು ಹಾಜರಿದ್ದರು. ನೂತನ ಅಧ್ಯಕ್ಷ, ಉಪಾಧ್ಯಕ್ಷರನ್ನು ಗ್ರಾಮಸ್ಥರು, ಬೆಂಬಲಿಗರು ಹೂವಿನ ಹಾರ ಹಾಕಿ ಅಭಿನಂದಿಸಿದರು. ಬಳಿಕ ಮಾತನಾಡಿದ ನೂತನ ಅಧ್ಯಕ್ಷ ಎಂ.ಶೇಖರ್, ಸಂಘದ ಸದಸ್ಯರಿಗೆ ಕೃಷಿ ಸಾಲ, ರಸಗೊಬ್ಬರ ಹಾಗೂ ಇತರೆ ಸೌಲಭ್ಯಗಳನ್ನು ಸಮರ್ಪಕವಾಗಿ ಒದಗಿಸಲಾಗುವುದು ಎಂದರು. ಸಂಘದ ಅಭಿವೃದ್ಧಿಗೆ ಎಲ್ಲರ ಸಹಕಾರ ಅಗತ್ಯ. ಪಾರದರ್ಶಕ ಆಡಳಿತ ನೀಡಲಾಗುವುದು ಎಂದು ತಿಳಿಸಿದರು. ಮುಖಂಡರಾದ ಬಸವರಾಜು, ಮಹೇಶ್, ಕುಮಾರ್, ಡಿ.ಚನ್ನಪ್ಪ ಹಾಜರಿದ್ದರು. xyxy=(534,1108,650,1302)
registration-marks-left xyxy=(40,1404,76,1423)
classified-ad-head: ಇಂದೇ ಸಂಪರ್ಕಿಸಿ xyxy=(779,1183,898,1198)
cooperative-caption: ಜೀಳಗೆರೆಹುಂಡಿ ಪಿಎಸಿಸಿಎಸ್ ಅಧ್ಯಕ್ಷರಾಗಿ ಎಂ.ಶೇಖರ್, ಉಪಾಧ್ಯಕ್ಷರಾಗಿ ಚಿನ್ನಬುದ್ದಿ ಆಯ್ಕೆಯಾದರು. xyxy=(170,1232,530,1244)
kuruba-story-photo xyxy=(656,398,897,508)
soujanya-photo-left xyxy=(54,502,204,594)
classified-ad xyxy=(778,592,899,714)
classified-ad-body: Site For sale University Layout Call/ xyxy=(796,958,881,1004)
page-number-badge xyxy=(48,52,126,76)
classified-ad-body: ವಧು-ವರರನ್ನು ಹುಡುಕಲು ಸಹಾಯ ಬೇಕೇ? ನಮಗೆ ಕರೆ ಮಾಡಿ ಫೋಟೋ, ಬಯೋಡೇಟಾ ಮತ್ತು ಜಾತಕವನ್ನು ವಾಟ್ಸಾಪ್ ಮಾಡಿ xyxy=(783,1074,882,1100)
classified-ad xyxy=(778,718,899,826)
classified-ad xyxy=(778,1182,899,1270)
classified-ad xyxy=(654,934,774,1052)
classified-ad xyxy=(778,830,899,930)
classified-ad-phone: 9880273834 xyxy=(796,1017,881,1033)
renuka-headline: ಪಿರಿಯಾಪಟ್ಟಣದಲ್ಲಿ ರೇಣುಕಾಚಾರ್ಯ ಜಯಂತಿ xyxy=(270,840,492,858)
classified-ad-phone: 7411122619 xyxy=(796,690,881,706)
section-name: ಮೈಸೂರು ಗ್ರಾಮಾಂತರ xyxy=(132,54,255,74)
renuka-photo xyxy=(398,862,650,970)
road-body: ಹೆಚ್.ಡಿ.ಕೋಟೆ, ಮಾ.12- ಪಟ್ಟಣದ ಗ್ರಾಮೀಣ ಪ್ರದೇಶಗಳ ರಸ್ತೆಗಳು ಸಂಪೂರ್ಣ ಹದಗೆಟ್ಟಿದ್ದು, ಕೂಡಲೇ ದುರಸ್ತಿಪಡಿಸಬೇಕು ಎಂದು ಆಗ್ರಹಿಸಿ ಭಾರತ ಕಮ್ಯುನಿಸ್ಟ್ ಪಕ್ಷ (ಮಾರ್ಕ್ಸ್‌ವಾದಿ) ತಾಲೂಕು ಸಮಿತಿ ವತಿಯಿಂದ ಕಾಲ್ನಡಿಗೆ ಜಾಥಾ ನಡೆಸಿ ಪ್ರತಿಭಟಿಸಲಾಯಿತು. ಗ್ರಾಮದಿಂದ ತಾಲೂಕು ಕಚೇರಿಯವರೆಗೆ 12 ಕಿಮೀ ಕಾಲ್ನಡಿಗೆ ಜಾಥಾ ನಡೆಸಿ ಪ್ರತಿಭಟನಾಕಾರರು ತಾಲೂಕು ಆಡಳಿತದ ವಿರುದ್ಧ ಘೋಷಣೆ ಕೂಗಿದರು. ಗ್ರಾಮೀಣ ಭಾಗದ ರಸ್ತೆಗಳಲ್ಲಿ ಗುಂಡಿಗಳು ಬಿದ್ದು ವಾಹನ ಸಂಚಾರಕ್ಕೆ ತೊಂದರೆಯಾಗಿದೆ. ಮಳೆಗಾಲದಲ್ಲಿ ರಸ್ತೆಗಳು ಕೆಸರುಗದ್ದೆಯಂತಾಗುತ್ತವೆ. ಶಾಲಾ ಮಕ್ಕಳು, ರೋಗಿಗಳು ಸಂಕಷ್ಟ ಅನುಭವಿಸುತ್ತಿದ್ದಾರೆ. ಹಲವು ಬಾರಿ ಮನವಿ ಸಲ್ಲಿಸಿದರೂ ಅಧಿಕಾರಿಗಳು ಕ್ರಮ ಕೈಗೊಂಡಿಲ್ಲ ಎಂದು ಆರೋಪಿಸಿದರು. ಸ್ಥಳಕ್ಕೆ ಆಗಮಿಸಿದ ತಹಸೀಲ್ದಾರ್ ಮನವಿ ಸ್ವೀಕರಿಸಿ ಶೀಘ್ರ ಕ್ರಮದ ಭರವಸೆ ನೀಡಿದರು. ಪ್ರತಿಭಟನೆಯಲ್ಲಿ ಮುಖಂಡರಾದ ಚಿಕ್ಕಣ್ಣ, ಸಣ್ಣಯ್ಯ, ರಾಜು, ಮಹದೇವಮ್ಮ ಸೇರಿದಂತೆ ಹಲವರು ಭಾಗವಹಿಸಿದ್ದರು. xyxy=(356,598,650,672)
renuka-body: ಪಿರಿಯಾಪಟ್ಟಣ, ಮಾ.12- ಪಟ್ಟಣದ ತಾಲೂಕು ಆಡಳಿತದ ವತಿಯಿಂದ ಮಿನಿ ವಿಧಾನಸೌಧದ ಸಭಾಂಗಣದಲ್ಲಿ ಶ್ರೀ ರೇಣುಕಾಚಾರ್ಯ ಜಯಂತಿಯನ್ನು ಸರಳವಾಗಿ ಆಚರಿಸಲಾಯಿತು. ತಹಸೀಲ್ದಾರ್ ರೇಣುಕಾಚಾರ್ಯರ ಭಾವಚಿತ್ರಕ್ಕೆ ಪುಷ್ಪಾರ್ಚನೆ ಮಾಡಿ xyxy=(270,862,393,908)
protest-banner-sub: ರಸ್ತೆ ದುರಸ್ತಿಗಾಗಿ ಕಾಲ್ನಡಿಗೆ ಜಾಥಾ xyxy=(424,546,510,555)
registration-marks-center xyxy=(440,1404,476,1423)
classified-ad-phone: 7019053054 xyxy=(671,690,757,706)
cooperative-headline: ಎಂ.ಶೇಖರ್ ಅಧ್ಯಕ್ಷ, ಉಪಾಧ್ಯಕ್ಷರಾಗಿ ಚಿನ್ನಬುದ್ದಿ ಆಯ್ಕೆ xyxy=(126,1070,578,1100)
classified-ad-phone: 9632583367 xyxy=(674,1338,754,1353)
